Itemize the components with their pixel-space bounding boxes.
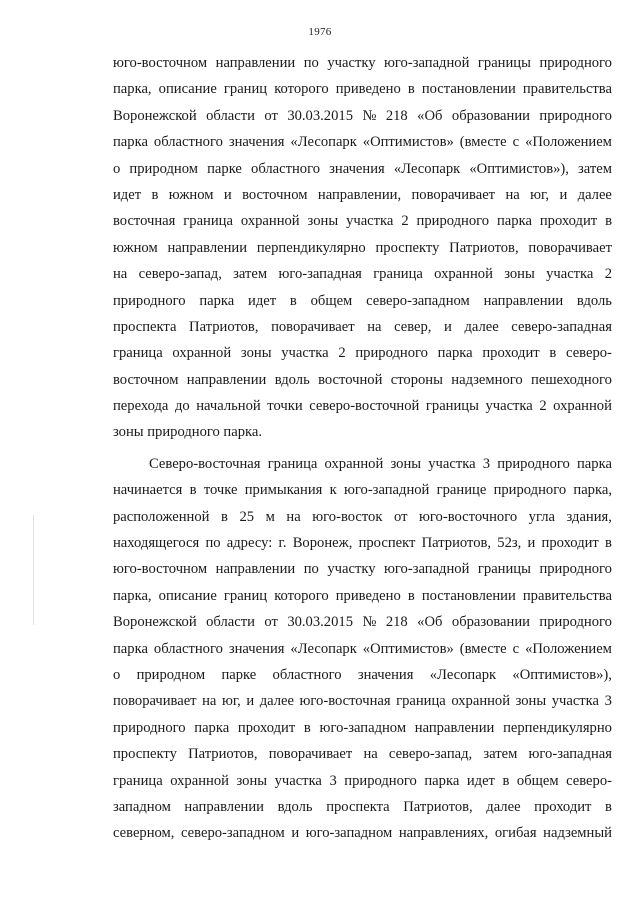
text-line: поворачивает на юг, и далее юго-восточная граница охранной зоны участка 3 [113, 693, 612, 710]
text-line: природного парка идет в общем северо-западном направлении вдоль [113, 292, 612, 309]
text-line: граница охранной зоны участка 3 природного парка идет в общем северо- [113, 772, 612, 789]
paragraph-1 [113, 50, 612, 446]
text-line: парка областного значения «Лесопарк «Оптимистов» (вместе с «Положением [113, 640, 612, 657]
text-line: о природном парке областного значения «Лесопарк «Оптимистов»), затем [113, 160, 612, 177]
text-line: на северо-запад, затем юго-западная граница охранной зоны участка 2 [113, 266, 612, 283]
text-line: восточном направлении вдоль восточной стороны надземного пешеходного [113, 371, 612, 388]
text-line: начинается в точке примыкания к юго-западной границе природного парка, [113, 482, 612, 499]
text-line: перехода до начальной точки северо-восточной границы участка 2 охранной [113, 398, 612, 415]
text-line: расположенной в 25 м на юго-восток от юго-восточного угла здания, [113, 508, 612, 525]
text-line: парка областного значения «Лесопарк «Оптимистов» (вместе с «Положением [113, 134, 612, 151]
text-line: находящегося по адресу: г. Воронеж, проспект Патриотов, 52з, и проходит в [113, 535, 612, 552]
text-line: Северо-восточная граница охранной зоны участка 3 природного парка [149, 455, 612, 472]
text-line: юго-восточном направлении по участку юго-западной границы природного [113, 55, 612, 71]
text-line: парка, описание границ которого приведено в постановлении правительства [113, 81, 612, 98]
page-number: 1976 [308, 26, 332, 38]
scan-margin-mark [33, 515, 34, 625]
text-line: проспекту Патриотов, поворачивает на северо-запад, затем юго-западная [113, 746, 612, 763]
document-body [113, 50, 612, 847]
text-line: проспекта Патриотов, поворачивает на север, и далее северо-западная [113, 318, 612, 335]
text-line: граница охранной зоны участка 2 природного парка проходит в северо- [113, 345, 612, 362]
text-line: Воронежской области от 30.03.2015 № 218 «Об образовании природного [113, 614, 612, 631]
text-line: западном направлении вдоль проспекта Патриотов, далее проходит в [113, 798, 612, 815]
text-line: южном направлении перпендикулярно проспекту Патриотов, поворачивает [113, 239, 612, 256]
text-line: идет в южном и восточном направлении, поворачивает на юг, и далее [113, 186, 612, 203]
text-line: восточная граница охранной зоны участка 2 природного парка проходит в [113, 213, 612, 230]
text-line: зоны природного парка. [113, 424, 263, 441]
text-line: о природном парке областного значения «Лесопарк «Оптимистов»), [113, 666, 612, 683]
text-line: юго-восточном направлении по участку юго-западной границы природного [113, 561, 612, 578]
paragraph-2 [113, 451, 612, 847]
text-line: природного парка проходит в юго-западном направлении перпендикулярно [113, 719, 612, 736]
text-line: северном, северо-западном и юго-западном направлениях, огибая надземный [113, 825, 612, 842]
text-line: парка, описание границ которого приведено в постановлении правительства [113, 587, 612, 604]
text-line: Воронежской области от 30.03.2015 № 218 «Об образовании природного [113, 107, 612, 124]
